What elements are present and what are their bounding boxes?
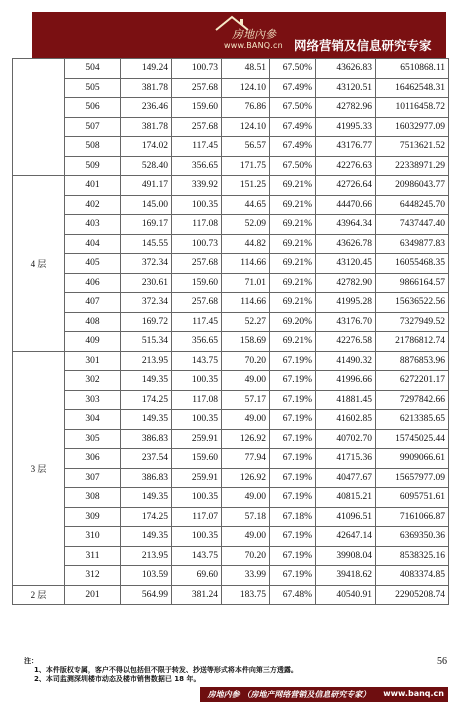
unit-cell: 507 [65,117,121,137]
value-cell: 67.19% [270,429,316,449]
value-cell: 149.35 [121,371,172,391]
unit-cell: 311 [65,546,121,566]
value-cell: 16032977.09 [376,117,449,137]
value-cell: 69.21% [270,332,316,352]
value-cell: 6213385.65 [376,410,449,430]
table-row [13,215,449,235]
table-row [13,137,449,157]
unit-cell: 309 [65,507,121,527]
value-cell: 43626.83 [316,59,376,79]
floor-cell: 3 层 [13,351,65,585]
value-cell: 52.27 [222,312,270,332]
value-cell: 69.20% [270,312,316,332]
table-row [13,488,449,508]
value-cell: 259.91 [172,468,222,488]
table-row [13,117,449,137]
note-label: 注： [24,657,38,665]
value-cell: 67.19% [270,410,316,430]
value-cell: 49.00 [222,527,270,547]
value-cell: 169.72 [121,312,172,332]
value-cell: 69.21% [270,176,316,196]
value-cell: 41996.66 [316,371,376,391]
value-cell: 44.82 [222,234,270,254]
unit-cell: 403 [65,215,121,235]
value-cell: 169.17 [121,215,172,235]
value-cell: 6349877.83 [376,234,449,254]
footer-bar-text: 房地内参 （房地产网络营销及信息研究专家） [207,690,371,699]
value-cell: 42276.58 [316,332,376,352]
value-cell: 6369350.36 [376,527,449,547]
value-cell: 381.78 [121,78,172,98]
value-cell: 22905208.74 [376,585,449,605]
table-row [13,332,449,352]
value-cell: 143.75 [172,546,222,566]
value-cell: 117.45 [172,137,222,157]
value-cell: 8876853.96 [376,351,449,371]
value-cell: 100.35 [172,371,222,391]
value-cell: 257.68 [172,293,222,313]
value-cell: 69.21% [270,293,316,313]
value-cell: 143.75 [172,351,222,371]
value-cell: 100.35 [172,488,222,508]
table-row [13,468,449,488]
floor-cell: 2 层 [13,585,65,605]
value-cell: 77.94 [222,449,270,469]
value-cell: 7513621.52 [376,137,449,157]
value-cell: 41995.28 [316,293,376,313]
unit-cell: 312 [65,566,121,586]
value-cell: 43964.34 [316,215,376,235]
unit-cell: 408 [65,312,121,332]
value-cell: 7161066.87 [376,507,449,527]
value-cell: 43120.45 [316,254,376,274]
value-cell: 9866164.57 [376,273,449,293]
value-cell: 100.73 [172,59,222,79]
table-row [13,351,449,371]
value-cell: 126.92 [222,468,270,488]
table-row [13,78,449,98]
value-cell: 6095751.61 [376,488,449,508]
value-cell: 67.19% [270,371,316,391]
unit-cell: 308 [65,488,121,508]
value-cell: 259.91 [172,429,222,449]
value-cell: 67.50% [270,98,316,118]
value-cell: 70.20 [222,351,270,371]
table-row [13,293,449,313]
unit-cell: 508 [65,137,121,157]
value-cell: 70.20 [222,546,270,566]
value-cell: 237.54 [121,449,172,469]
table-row [13,429,449,449]
table-row [13,273,449,293]
table-row [13,98,449,118]
value-cell: 356.65 [172,332,222,352]
value-cell: 67.50% [270,59,316,79]
value-cell: 52.09 [222,215,270,235]
value-cell: 114.66 [222,293,270,313]
value-cell: 117.07 [172,507,222,527]
table-row [13,566,449,586]
value-cell: 174.25 [121,507,172,527]
value-cell: 69.21% [270,195,316,215]
value-cell: 100.35 [172,195,222,215]
value-cell: 69.21% [270,254,316,274]
table-row [13,449,449,469]
value-cell: 20986043.77 [376,176,449,196]
value-cell: 6272201.17 [376,371,449,391]
value-cell: 43176.77 [316,137,376,157]
value-cell: 40815.21 [316,488,376,508]
value-cell: 230.61 [121,273,172,293]
brand-logo [210,12,440,58]
unit-cell: 407 [65,293,121,313]
unit-cell: 302 [65,371,121,391]
value-cell: 57.18 [222,507,270,527]
value-cell: 100.73 [172,234,222,254]
value-cell: 381.24 [172,585,222,605]
unit-cell: 306 [65,449,121,469]
value-cell: 40702.70 [316,429,376,449]
table-row [13,156,449,176]
value-cell: 100.35 [172,410,222,430]
floor-cell [13,59,65,176]
value-cell: 356.65 [172,156,222,176]
value-cell: 67.19% [270,546,316,566]
value-cell: 43626.78 [316,234,376,254]
value-cell: 69.60 [172,566,222,586]
value-cell: 117.08 [172,215,222,235]
value-cell: 7437447.40 [376,215,449,235]
value-cell: 171.75 [222,156,270,176]
value-cell: 6510868.11 [376,59,449,79]
value-cell: 257.68 [172,117,222,137]
value-cell: 44470.66 [316,195,376,215]
footer-notes [24,657,448,684]
value-cell: 515.34 [121,332,172,352]
footer-url[interactable]: www.banq.cn [383,689,444,698]
value-cell: 42647.14 [316,527,376,547]
unit-cell: 401 [65,176,121,196]
value-cell: 40477.67 [316,468,376,488]
value-cell: 67.19% [270,351,316,371]
unit-cell: 303 [65,390,121,410]
page-number: 56 [437,656,447,667]
value-cell: 8538325.16 [376,546,449,566]
header-banner [32,12,446,58]
value-cell: 39908.04 [316,546,376,566]
value-cell: 339.92 [172,176,222,196]
unit-cell: 504 [65,59,121,79]
value-cell: 33.99 [222,566,270,586]
value-cell: 174.25 [121,390,172,410]
value-cell: 151.25 [222,176,270,196]
unit-cell: 406 [65,273,121,293]
value-cell: 257.68 [172,254,222,274]
value-cell: 67.19% [270,488,316,508]
table-row [13,176,449,196]
unit-cell: 505 [65,78,121,98]
value-cell: 149.35 [121,410,172,430]
value-cell: 49.00 [222,410,270,430]
value-cell: 564.99 [121,585,172,605]
value-cell: 41995.33 [316,117,376,137]
value-cell: 386.83 [121,429,172,449]
value-cell: 145.55 [121,234,172,254]
footer-bar [200,687,448,702]
value-cell: 381.78 [121,117,172,137]
value-cell: 57.17 [222,390,270,410]
table-row [13,410,449,430]
unit-cell: 305 [65,429,121,449]
value-cell: 41490.32 [316,351,376,371]
unit-cell: 404 [65,234,121,254]
value-cell: 236.46 [121,98,172,118]
logo-text: 房地內參 [232,28,276,41]
floor-cell: 4 层 [13,176,65,352]
table-row [13,507,449,527]
unit-cell: 307 [65,468,121,488]
value-cell: 124.10 [222,78,270,98]
value-cell: 40540.91 [316,585,376,605]
value-cell: 159.60 [172,98,222,118]
value-cell: 67.48% [270,585,316,605]
table-row [13,390,449,410]
table-row [13,234,449,254]
value-cell: 67.49% [270,117,316,137]
value-cell: 149.24 [121,59,172,79]
value-cell: 67.50% [270,156,316,176]
value-cell: 39418.62 [316,566,376,586]
value-cell: 10116458.72 [376,98,449,118]
table-row [13,254,449,274]
value-cell: 16055468.35 [376,254,449,274]
value-cell: 67.18% [270,507,316,527]
table-row [13,59,449,79]
table-row [13,371,449,391]
value-cell: 43176.70 [316,312,376,332]
value-cell: 528.40 [121,156,172,176]
value-cell: 71.01 [222,273,270,293]
value-cell: 213.95 [121,351,172,371]
unit-cell: 310 [65,527,121,547]
value-cell: 16462548.31 [376,78,449,98]
value-cell: 124.10 [222,117,270,137]
value-cell: 67.49% [270,137,316,157]
unit-cell: 304 [65,410,121,430]
value-cell: 114.66 [222,254,270,274]
table-row [13,585,449,605]
unit-cell: 301 [65,351,121,371]
value-cell: 69.21% [270,215,316,235]
value-cell: 41881.45 [316,390,376,410]
value-cell: 372.34 [121,293,172,313]
value-cell: 372.34 [121,254,172,274]
value-cell: 7297842.66 [376,390,449,410]
value-cell: 117.08 [172,390,222,410]
value-cell: 67.49% [270,78,316,98]
value-cell: 149.35 [121,488,172,508]
value-cell: 159.60 [172,449,222,469]
value-cell: 213.95 [121,546,172,566]
unit-cell: 506 [65,98,121,118]
value-cell: 145.00 [121,195,172,215]
value-cell: 386.83 [121,468,172,488]
value-cell: 67.19% [270,566,316,586]
value-cell: 48.51 [222,59,270,79]
value-cell: 67.19% [270,527,316,547]
unit-cell: 402 [65,195,121,215]
value-cell: 42782.90 [316,273,376,293]
sales-data-table [12,58,449,605]
value-cell: 69.21% [270,234,316,254]
value-cell: 49.00 [222,371,270,391]
value-cell: 100.35 [172,527,222,547]
value-cell: 49.00 [222,488,270,508]
logo-url: www.BANQ.cn [224,41,283,50]
value-cell: 4083374.85 [376,566,449,586]
value-cell: 21786812.74 [376,332,449,352]
value-cell: 491.17 [121,176,172,196]
value-cell: 15636522.56 [376,293,449,313]
table-row [13,527,449,547]
value-cell: 6448245.70 [376,195,449,215]
note-line-1: 1、本件版权专属，客户不得以包括但不限于转发、抄送等形式将本件向第三方透露。 [34,666,298,674]
value-cell: 257.68 [172,78,222,98]
value-cell: 56.57 [222,137,270,157]
value-cell: 117.45 [172,312,222,332]
table-row [13,312,449,332]
value-cell: 42276.63 [316,156,376,176]
note-line-2: 2、本司监测深圳楼市动态及楼市销售数据已 18 年。 [34,675,201,683]
value-cell: 158.69 [222,332,270,352]
value-cell: 67.19% [270,390,316,410]
value-cell: 69.21% [270,273,316,293]
value-cell: 42726.64 [316,176,376,196]
value-cell: 22338971.29 [376,156,449,176]
value-cell: 183.75 [222,585,270,605]
value-cell: 103.59 [121,566,172,586]
value-cell: 41715.36 [316,449,376,469]
value-cell: 7327949.52 [376,312,449,332]
header-title: 网络营销及信息研究专家 [294,38,432,53]
value-cell: 41602.85 [316,410,376,430]
table-row [13,546,449,566]
value-cell: 43120.51 [316,78,376,98]
unit-cell: 409 [65,332,121,352]
unit-cell: 509 [65,156,121,176]
value-cell: 15745025.44 [376,429,449,449]
value-cell: 41096.51 [316,507,376,527]
value-cell: 15657977.09 [376,468,449,488]
value-cell: 126.92 [222,429,270,449]
value-cell: 44.65 [222,195,270,215]
value-cell: 174.02 [121,137,172,157]
value-cell: 9909066.61 [376,449,449,469]
value-cell: 76.86 [222,98,270,118]
value-cell: 42782.96 [316,98,376,118]
value-cell: 159.60 [172,273,222,293]
unit-cell: 405 [65,254,121,274]
value-cell: 149.35 [121,527,172,547]
value-cell: 67.19% [270,449,316,469]
table-row [13,195,449,215]
unit-cell: 201 [65,585,121,605]
value-cell: 67.19% [270,468,316,488]
